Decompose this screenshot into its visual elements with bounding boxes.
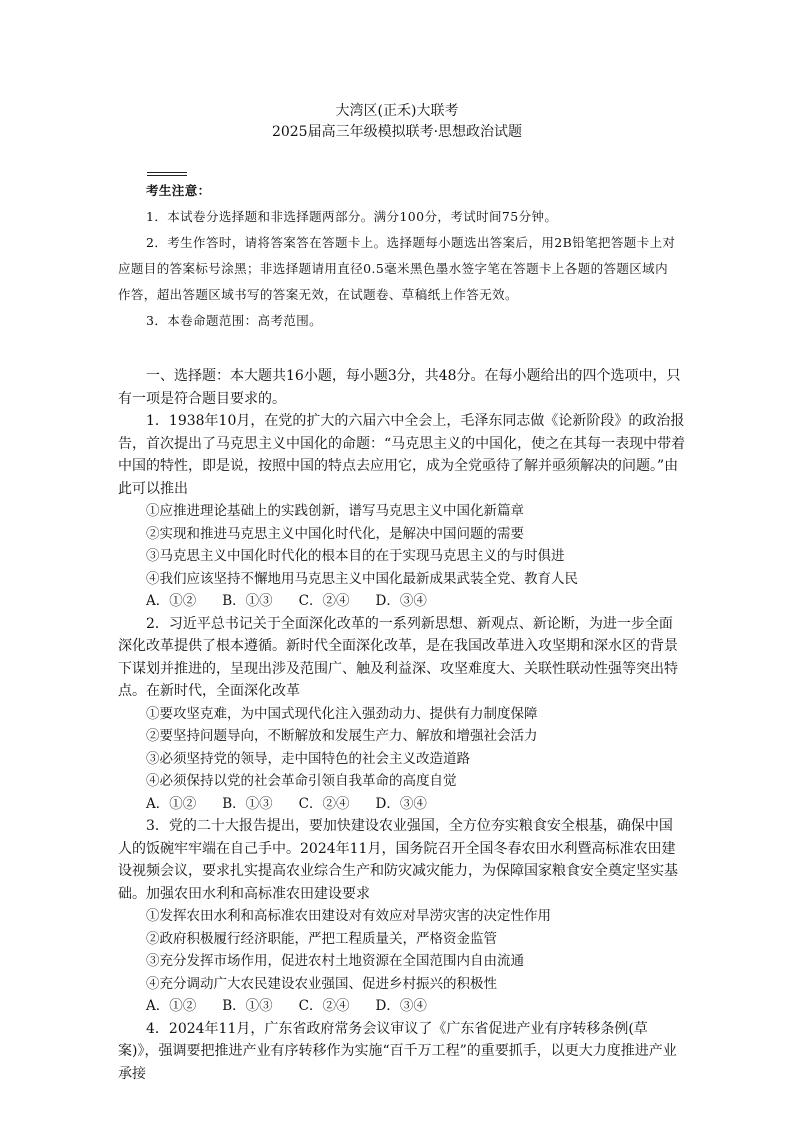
answer-choice-b: B．①③	[222, 593, 273, 609]
statement-option: ②实现和推进马克思主义中国化时代化，是解决中国问题的需要	[146, 525, 524, 542]
answer-choice-c: C．②④	[298, 795, 350, 812]
question-stem: 4．2024年11月，广东省政府常务会议审议了《广东省促进产业有序转移条例(草案)》，强调要把推进产业有序转移作为实施“百千万工程”的重要抓手，以更大力度推进产业承接	[118, 1020, 677, 1082]
answer-choices	[118, 590, 686, 613]
statement-option: ③充分发挥市场作用，促进农村土地资源在全国范围内自由流通	[146, 953, 524, 969]
decorative-rule	[147, 172, 187, 173]
question-stem: 2．习近平总书记关于全面深化改革的一系列新思想、新观点、新论断，为进一步全面深化改革提供了根本遵循。新时代全面深化改革，是在我国改革进入攻坚期和深水区的背景下谋划并推进的，呈现出涉及范围广、触及利益深、攻坚难度大、关联性联动性强等突出特点。在新时代，全面深化改革	[118, 615, 678, 699]
answer-choice-a: A．①②	[146, 795, 197, 812]
notice-item: 2．考生作答时，请将答案答在答题卡上。选择题每小题选出答案后，用2B铅笔把答题卡上对应题目的答案标号涂黑；非选择题请用直径0.5毫米黑色墨水签字笔在答题卡上各题的答题区域内作答，超出答题区域书写的答案无效，在试题卷、草稿纸上作答无效。	[118, 235, 676, 302]
statement-option: ④必须保持以党的社会革命引领自我革命的高度自觉	[146, 773, 457, 789]
statement-option: ④充分调动广大农民建设农业强国、促进乡村振兴的积极性	[146, 975, 497, 992]
answer-choice-d: D．③④	[375, 998, 427, 1014]
statement-option: ①要攻坚克难，为中国式现代化注入强劲动力、提供有力制度保障	[146, 705, 538, 722]
exam-title-line1: 大湾区(正禾)大联考	[335, 103, 459, 119]
statement-option: ②政府积极履行经济职能，严把工程质量关，严格资金监管	[146, 930, 497, 947]
notice-item: 1．本试卷分选择题和非选择题两部分。满分100分，考试时间75分钟。	[146, 209, 558, 224]
answer-choice-c: C．②④	[298, 998, 350, 1014]
answer-choice-b: B．①③	[222, 998, 273, 1014]
answer-choice-c: C．②④	[298, 593, 350, 609]
statement-option: ④我们应该坚持不懈地用马克思主义中国化最新成果武装全党、教育人民	[146, 570, 578, 587]
notice-item: 3．本卷命题范围：高考范围。	[146, 313, 323, 328]
answer-choice-d: D．③④	[375, 593, 427, 609]
question-stem: 1．1938年10月，在党的扩大的六届六中全会上，毛泽东同志做《论新阶段》的政治报告，首次提出了马克思主义中国化的命题：“马克思主义的中国化，使之在其每一表现中带着中国的特性，即是说，按照中国的特点去应用它，成为全党亟待了解并亟须解决的问题。”由此可以推出	[118, 413, 686, 497]
exam-title-line2: 2025届高三年级模拟联考·思想政治试题	[271, 124, 523, 140]
answer-choice-d: D．③④	[375, 795, 427, 812]
answer-choices	[118, 793, 686, 816]
section-heading: 一、选择题：本大题共16小题，每小题3分，共48分。在每小题给出的四个选项中，只有一项是符合题目要求的。	[118, 368, 681, 407]
statement-option: ③必须坚持党的领导，走中国特色的社会主义改造道路	[146, 750, 470, 767]
statement-option: ③马克思主义中国化时代化的根本目的在于实现马克思主义的与时俱进	[146, 548, 565, 564]
statement-option: ①发挥农田水利和高标准农田建设对有效应对旱涝灾害的决定性作用	[146, 908, 551, 924]
answer-choice-a: A．①②	[146, 998, 197, 1014]
question-section	[118, 365, 686, 1085]
decorative-rule	[147, 175, 187, 176]
answer-choice-a: A．①②	[146, 593, 197, 609]
candidate-notice	[118, 178, 678, 334]
statement-option: ①应推进理论基础上的实践创新，谱写马克思主义中国化新篇章	[146, 503, 524, 519]
question-stem: 3．党的二十大报告提出，要加快建设农业强国，全方位夯实粮食安全根基，确保中国人的饭碗牢牢端在自己手中。2024年11月，国务院召开全国冬春农田水利暨高标准农田建设视频会议，要求扎实提高农业综合生产和防灾减灾能力，为保障国家粮食安全奠定坚实基础。加强农田水利和高标准农田建设要求	[118, 818, 678, 902]
notice-heading: 考生注意：	[146, 183, 211, 198]
answer-choice-b: B．①③	[222, 795, 273, 812]
answer-choices	[118, 995, 686, 1018]
statement-option: ②要坚持问题导向，不断解放和发展生产力、解放和增强社会活力	[146, 728, 538, 744]
